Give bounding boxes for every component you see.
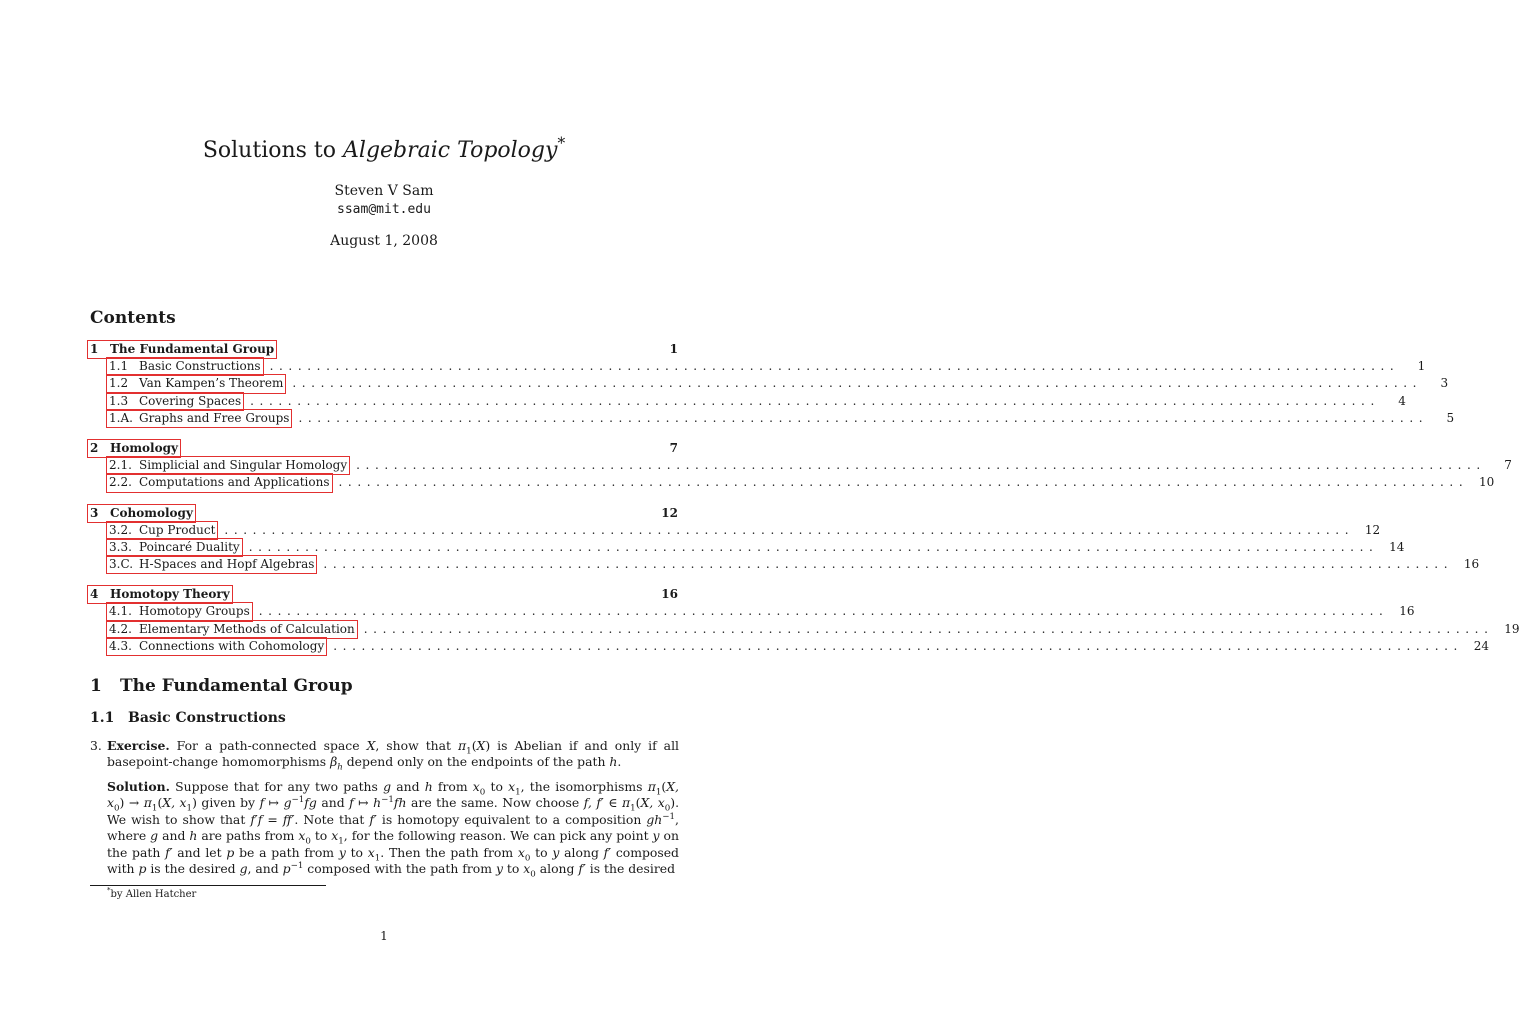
toc-entry-title: The Fundamental Group <box>110 342 275 356</box>
paper-title: Solutions to Algebraic Topology* <box>202 134 566 163</box>
toc-entry-number: 1 <box>90 342 99 356</box>
toc-entry-number: 4.3. <box>109 638 132 653</box>
toc-page-number[interactable]: 3 <box>1440 376 1449 391</box>
exercise-label: Exercise. <box>107 738 170 753</box>
toc-page-number[interactable]: 14 <box>1389 539 1405 554</box>
toc-section-link[interactable] <box>106 555 317 574</box>
contents-heading: Contents <box>90 308 176 328</box>
toc-entry-title: Homotopy Groups <box>139 604 250 619</box>
toc-entry-title: Basic Constructions <box>139 359 261 374</box>
toc-leader-dots: ........................................................................................................................ <box>248 539 1379 554</box>
toc-page-number[interactable]: 1 <box>1417 359 1426 374</box>
toc-entry-title: Simplicial and Singular Homology <box>139 458 348 473</box>
toc-entry-number: 4 <box>90 587 99 602</box>
exercise-number: 3. <box>90 738 102 753</box>
toc-entry-number: 2.1. <box>109 458 132 473</box>
toc-entry-number: 3.3. <box>109 539 132 554</box>
toc-section-row <box>90 358 1426 375</box>
solution-paragraph: Solution. Suppose that for any two paths g and h from $x_0$ to $x_1$, the isomorphisms $\pi_1(X$, $x_0) \to \pi_1(X$, $x_1$) given by f ↦ $g^{-1}fg$ and f ↦ $h^{-1}fh$ are the same. Now choose f, f′ ∈ $\pi_1(X$, $x_0$). We wish to show that f′f = ff′. Note that f′ is homotopy equivalent to a composition $gh^{-1}$, where g and h are paths from $x_0$ to $x_1$, for the following reason. We can pick any point y on the path f′ and let p be a path from y to $x_1$. Then the path from $x_0$ to y along f′ composed with p is the desired g, and $p^{-1}$ composed with the path from y to $x_0$ along f′ is the desired <box>107 779 680 880</box>
toc-page-number[interactable]: 16 <box>661 587 678 602</box>
toc-leader-dots: ........................................................................................................................ <box>224 522 1355 537</box>
toc-entry-number: 3.C. <box>109 557 134 572</box>
toc-section-row <box>90 393 1406 410</box>
subsection-heading: 1.1 Basic Constructions <box>90 710 286 726</box>
toc-entry-number: 1.1 <box>109 359 129 374</box>
toc-leader-dots: ........................................................................................................................ <box>298 410 1429 425</box>
toc-entry-title: Connections with Cohomology <box>139 638 325 653</box>
toc-chapter-row <box>90 505 678 522</box>
table-of-contents <box>90 341 1519 655</box>
toc-leader-dots: ........................................................................................................................ <box>292 376 1423 391</box>
toc-entry-number: 2.2. <box>109 475 132 490</box>
exercise-paragraph: 3. Exercise. For a path-connected space X, show that $\pi_1(X)$ is Abelian if and only if all basepoint-change homomorphisms $\beta_h$ depend only on the endpoints of the path h. <box>90 738 679 773</box>
toc-leader-dots: ........................................................................................................................ <box>269 359 1400 374</box>
toc-leader-dots: ........................................................................................................................ <box>333 638 1463 653</box>
toc-entry-number: 1.2 <box>109 376 129 391</box>
toc-page-number[interactable]: 7 <box>669 440 678 455</box>
toc-entry-number: 4.2. <box>109 621 132 636</box>
toc-leader-dots: ........................................................................................................................ <box>363 621 1494 636</box>
toc-entry-number: 3.2. <box>109 522 132 537</box>
toc-leader-dots: ........................................................................................................................ <box>250 393 1380 408</box>
section-heading: 1 The Fundamental Group <box>90 676 353 696</box>
toc-chapter-row <box>90 440 678 457</box>
toc-section-row <box>90 556 1480 573</box>
toc-entry-title: Computations and Applications <box>139 475 330 490</box>
toc-page-number[interactable]: 24 <box>1473 638 1489 653</box>
toc-section-link[interactable] <box>106 637 327 656</box>
page-number: 1 <box>380 929 388 943</box>
toc-entry-number: 1.3 <box>109 393 129 408</box>
toc-section-row <box>90 375 1449 392</box>
toc-section-link[interactable] <box>106 473 333 492</box>
toc-chapter-row <box>90 586 678 603</box>
toc-entry-title: Homotopy Theory <box>110 587 230 602</box>
solution-label: Solution. <box>107 779 170 794</box>
toc-entry-title: H-Spaces and Hopf Algebras <box>139 557 315 572</box>
toc-section-row <box>90 474 1495 491</box>
toc-entry-title: Homology <box>110 440 178 455</box>
toc-page-number[interactable]: 19 <box>1504 621 1519 636</box>
toc-page-number[interactable]: 16 <box>1399 604 1415 619</box>
toc-chapter-row <box>90 341 678 358</box>
toc-section-link[interactable] <box>106 409 292 428</box>
toc-page-number[interactable]: 4 <box>1398 393 1406 408</box>
toc-entry-number: 1.A. <box>109 410 133 425</box>
toc-page-number[interactable]: 5 <box>1446 410 1455 425</box>
toc-page-number[interactable]: 10 <box>1478 475 1495 490</box>
toc-entry-title: Poincaré Duality <box>139 539 240 554</box>
toc-entry-title: Elementary Methods of Calculation <box>139 621 355 636</box>
toc-section-row <box>90 603 1415 620</box>
toc-page-number[interactable]: 12 <box>1364 522 1381 537</box>
toc-page-number[interactable]: 1 <box>669 342 678 356</box>
toc-entry-title: Covering Spaces <box>139 393 242 408</box>
toc-entry-title: Graphs and Free Groups <box>139 410 290 425</box>
author-email: ssam@mit.edu <box>337 202 431 217</box>
toc-section-row <box>90 539 1405 556</box>
footnote: *by Allen Hatcher <box>107 886 197 900</box>
author-name: Steven V Sam <box>334 183 434 199</box>
toc-section-row <box>90 522 1381 539</box>
toc-leader-dots: ........................................................................................................................ <box>323 557 1454 572</box>
toc-section-row <box>90 638 1489 655</box>
toc-entry-title: Cohomology <box>110 505 193 520</box>
toc-section-row <box>90 621 1519 638</box>
toc-entry-number: 3 <box>90 505 99 520</box>
toc-entry-number: 2 <box>90 440 99 455</box>
toc-leader-dots: ........................................................................................................................ <box>258 604 1389 619</box>
toc-entry-title: Cup Product <box>139 522 216 537</box>
toc-page-number[interactable]: 7 <box>1504 458 1512 473</box>
toc-entry-title: Van Kampen’s Theorem <box>139 376 284 391</box>
toc-page-number[interactable]: 12 <box>661 505 678 520</box>
toc-section-row <box>90 410 1455 427</box>
toc-section-row <box>90 457 1512 474</box>
toc-page-number[interactable]: 16 <box>1463 557 1480 572</box>
paper-date: August 1, 2008 <box>330 233 438 249</box>
toc-leader-dots: ........................................................................................................................ <box>338 475 1469 490</box>
toc-entry-number: 4.1. <box>109 604 132 619</box>
footnote-rule <box>90 885 326 886</box>
toc-leader-dots: ........................................................................................................................ <box>356 458 1486 473</box>
